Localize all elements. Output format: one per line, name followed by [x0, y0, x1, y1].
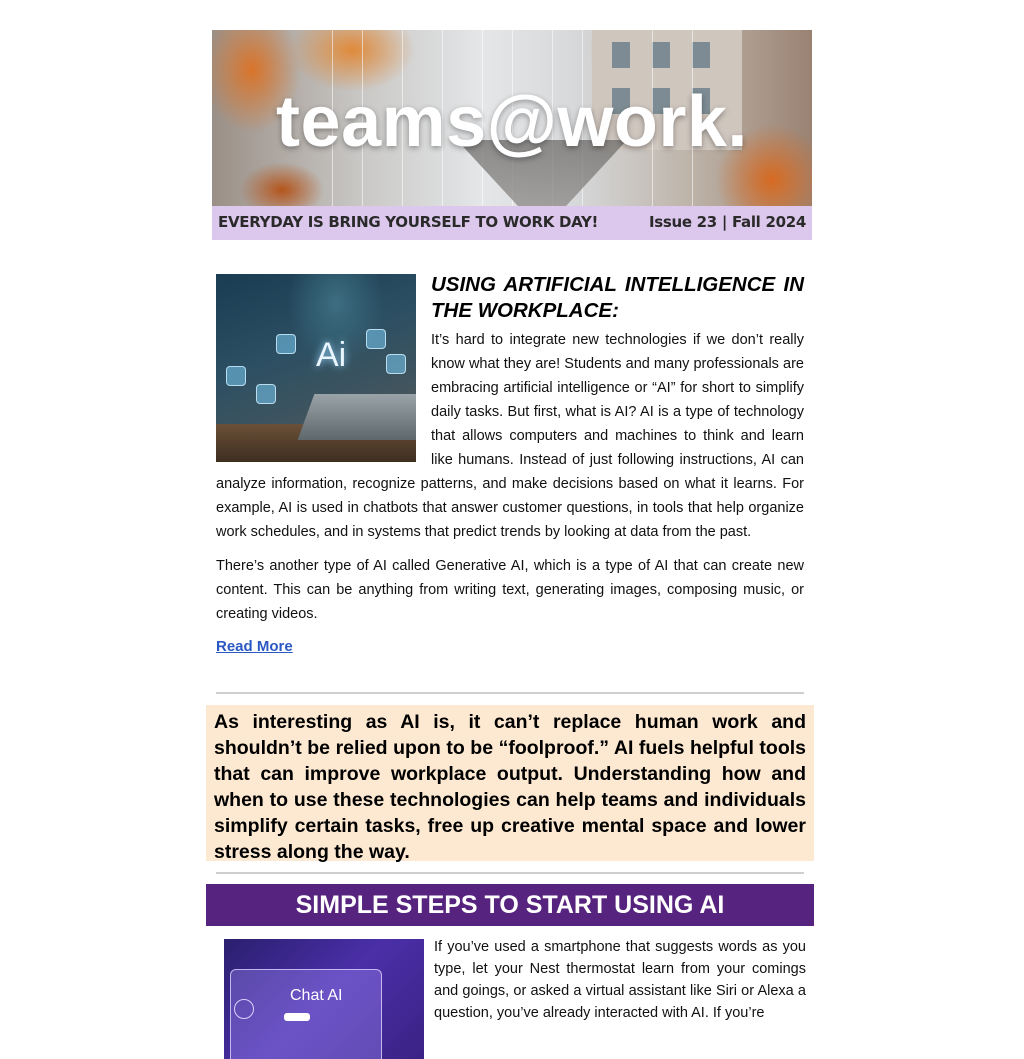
issue-label: Issue 23 | Fall 2024	[648, 213, 806, 231]
image-hologram-tile	[386, 354, 406, 374]
chat-image-label: Chat AI	[290, 987, 343, 1004]
article-title: USING ARTIFICIAL INTELLIGENCE IN THE WORKPLACE:	[431, 273, 804, 322]
banner-strip	[212, 206, 812, 240]
article-paragraph: There’s another type of AI called Generative AI, which is a type of AI that can create new content. This can be anything from writing text, generating images, composing music, or creating videos.	[216, 558, 804, 622]
steps-section	[224, 936, 806, 1059]
image-laptop	[298, 394, 416, 440]
image-hologram-tile	[226, 366, 246, 386]
steps-paragraph: If you’ve used a smartphone that suggests words as you type, let your Nest thermostat learn from your comings and goings, or asked a virtual assistant like Siri or Alexa a question, you’ve already interacted with AI. If you’re	[434, 939, 806, 1021]
image-hologram-tile	[366, 329, 386, 349]
robot-icon	[234, 999, 254, 1019]
section-divider	[216, 692, 804, 694]
banner-photo	[212, 30, 812, 206]
chat-bubble	[284, 1013, 310, 1021]
image-hologram-tile	[256, 384, 276, 404]
ai-laptop-image	[216, 274, 416, 462]
ai-hologram-icon: Ai	[316, 336, 347, 374]
chat-ai-image	[224, 939, 424, 1059]
section-heading: SIMPLE STEPS TO START USING AI	[206, 884, 814, 926]
image-hologram-tile	[276, 334, 296, 354]
building-window	[652, 42, 670, 68]
building-window	[612, 42, 630, 68]
article-paragraph: It’s hard to integrate new technologies if we don’t really know what they are! Students and many professionals are embracing artificial intelligence or “AI” for short to simplify daily tasks. But first, what is AI? AI is a type of technology that allows computers and machines to think and learn like humans. Instead of just following instructions, AI can analyze information, recognize patterns, and make decisions based on what it learns. For example, AI is used in chatbots that answer customer questions, in tools that help organize work schedules, and in systems that predict trends by looking at data from the past.	[216, 332, 804, 540]
ai-article	[216, 270, 804, 656]
highlight-callout: As interesting as AI is, it can’t replace human work and shouldn’t be relied upon to be “foolproof.” AI fuels helpful tools that can improve workplace output. Understanding how and when to use these technologies can help teams and individuals simplify certain tasks, free up creative mental space and lower stress along the way.	[206, 705, 814, 861]
section-divider	[216, 872, 804, 874]
newsletter-banner	[212, 30, 812, 240]
building-window	[692, 42, 710, 68]
newsletter-logo: teams@work.	[276, 82, 748, 162]
read-more-link[interactable]: Read More	[216, 638, 293, 655]
banner-tagline: EVERYDAY IS BRING YOURSELF TO WORK DAY!	[218, 213, 599, 231]
